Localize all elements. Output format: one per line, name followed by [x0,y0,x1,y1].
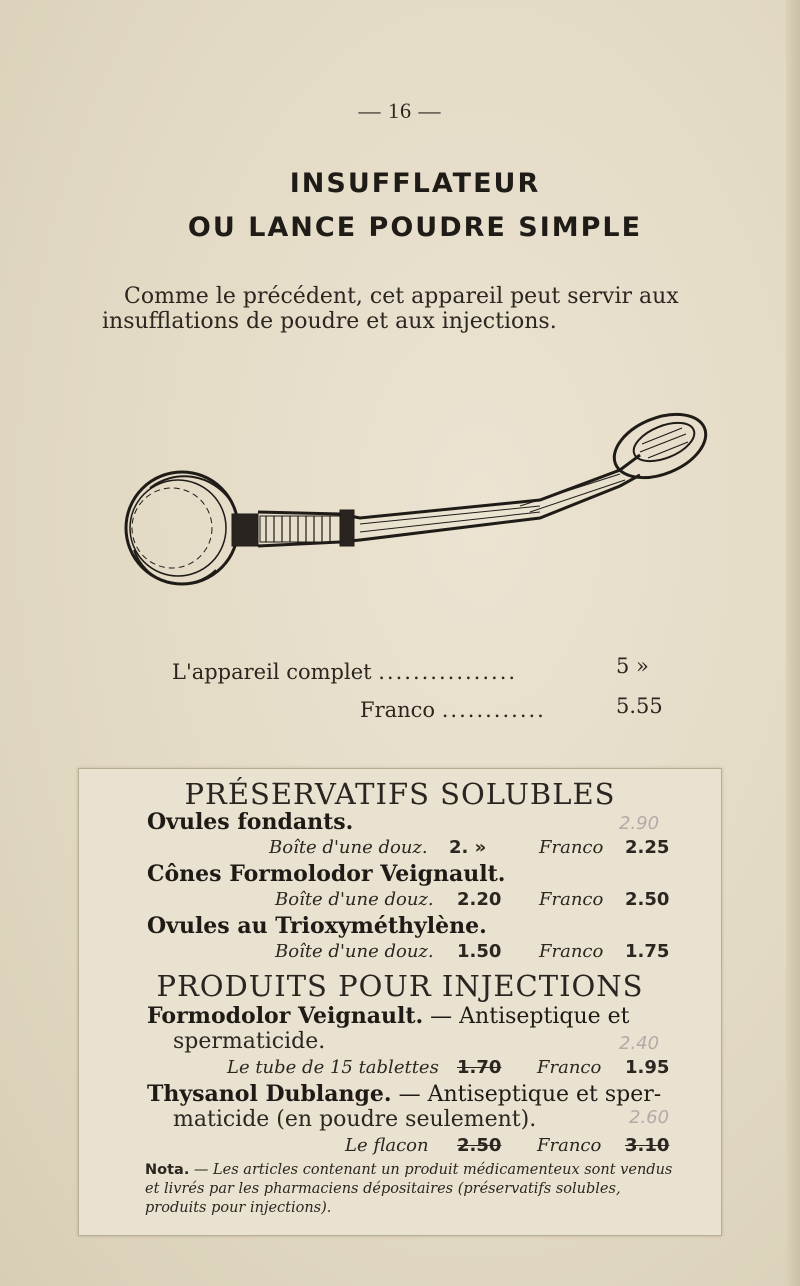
intro-line1: Comme le précédent, cet appareil peut servir aux [124,284,679,309]
product-unit: Boîte d'une douz. [275,889,434,910]
price-complete-dots: ................ [378,660,518,684]
nota-text: — Les articles contenant un produit médicamenteux sont vendus et livrés par les pharmaciens dépositaires (préservatifs solubles, produits pour injections). [145,1162,673,1216]
page-title-line2: OU LANCE POUDRE SIMPLE [187,212,643,243]
product-ovules-fondants: Ovules fondants. [147,809,354,835]
product-ovules-trioxymethylene: Ovules au Trioxyméthylène. [147,913,487,939]
product-price: 2.50 [457,1135,502,1156]
franco-price: 1.75 [625,941,670,962]
pencil-annotation: 2.90 [619,813,660,834]
pasted-price-label [78,768,722,1236]
franco-label: Franco [539,889,604,910]
product-price: 2.20 [457,889,502,910]
page-title-line1: INSUFFLATEUR [289,168,541,199]
price-franco-row [360,698,546,722]
product-name: Formodolor Veignault. [147,1003,424,1029]
section-title-injections: PRODUITS POUR INJECTIONS [156,969,644,1003]
product-unit: Le flacon [345,1135,429,1156]
franco-price: 2.25 [625,837,670,858]
franco-label: Franco [539,837,604,858]
franco-price: 2.50 [625,889,670,910]
product-unit: Le tube de 15 tablettes [227,1057,439,1078]
product-price: 1.50 [457,941,502,962]
page-number: — 16 — [358,98,442,123]
product-cones-formolodor: Cônes Formolodor Veignault. [147,861,506,887]
price-complete-row [172,660,517,684]
price-complete-value: 5 » [616,654,649,678]
intro-line2: insufflations de poudre et aux injections. [102,309,557,334]
nota-paragraph [145,1161,685,1218]
product-description: — Antiseptique et [423,1004,630,1029]
intro-paragraph [102,284,742,334]
franco-price: 3.10 [625,1135,670,1156]
franco-label: Franco [537,1135,602,1156]
pencil-annotation: 2.40 [619,1033,660,1054]
product-description: — Antiseptique et sper- [391,1082,662,1107]
franco-label: Franco [539,941,604,962]
price-franco-label: Franco [360,698,436,722]
product-unit: Boîte d'une douz. [269,837,428,858]
franco-price: 1.95 [625,1057,670,1078]
price-franco-dots: ............ [441,698,546,722]
insufflator-illustration [120,400,720,600]
product-formodolor [147,1003,630,1029]
product-price: 1.70 [457,1057,502,1078]
pencil-annotation: 2.60 [629,1107,670,1128]
product-unit: Boîte d'une douz. [275,941,434,962]
franco-label: Franco [537,1057,602,1078]
section-title-preservatifs: PRÉSERVATIFS SOLUBLES [184,777,616,811]
product-thysanol [147,1081,661,1107]
product-name: Thysanol Dublange. [147,1081,392,1107]
price-complete-label: L'appareil complet [172,660,372,684]
product-description-cont: spermaticide. [173,1029,326,1054]
nota-label: Nota. [145,1162,190,1178]
product-description-cont: maticide (en poudre seulement). [173,1107,537,1132]
product-price: 2. » [449,837,487,858]
price-franco-value: 5.55 [616,694,663,718]
